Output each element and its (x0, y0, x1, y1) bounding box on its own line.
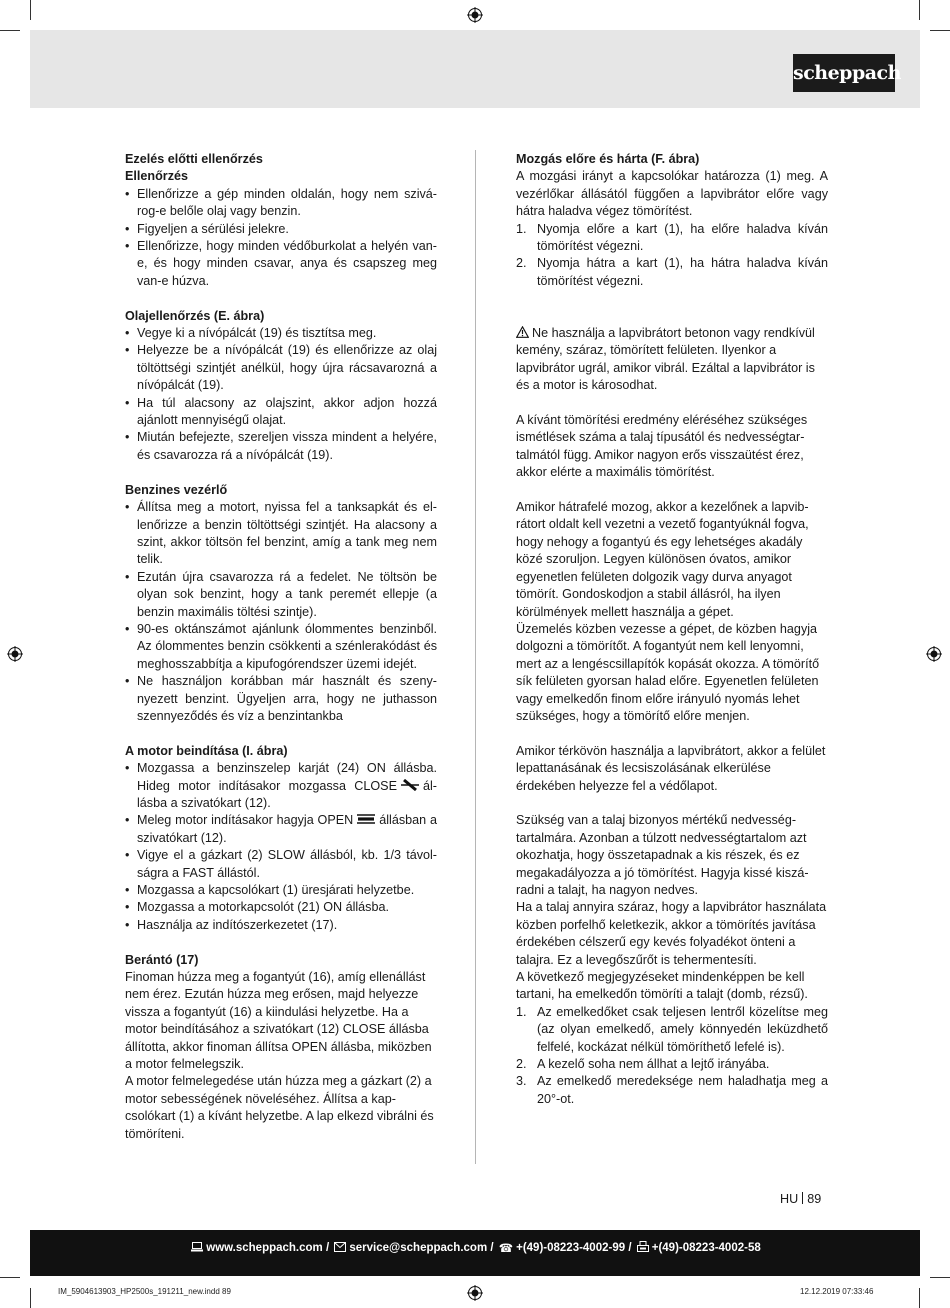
list-item: • Vegye ki a nívópálcát (19) és tisztítsa meg. (125, 325, 437, 342)
section-oil-check (125, 308, 437, 465)
footer-phone: +(49)-08223-4002-99 (516, 1242, 626, 1254)
list-item: • Mozgassa a motorkapcsolót (21) ON állásba. (125, 899, 437, 916)
list-item: • 90-es oktánszámot ajánlunk ólommentes benzinből. Az ólommentes benzin csökkenti a szénlerakódást és meghosszabbítja a kipufogórendszer üzemi idejét. (125, 621, 437, 673)
paragraph: Finoman húzza meg a fogantyút (16), amíg ellenállást nem érez. Ezután húzza meg erősen, majd helyezze vissza a fogantyút (16) a kiindulási helyzetbe. Ha a motor beindításához a szivatókart (12) CLOSE állásba állította, akkor finoman állítsa OPEN állásba, miközben a motor felmelegszik. (125, 970, 432, 1072)
paragraph: A következő megjegyzéseket mindenképpen be kell tartani, ha emelkedőn tömöríti a talajt (domb, rézsű). (516, 970, 808, 1002)
item-text: Az emelkedő meredeksége nem haladhatja meg a 20°-ot. (537, 1074, 828, 1106)
column-divider (475, 150, 476, 1164)
item-text: állásban a szivatókart (12). (137, 813, 437, 845)
paragraph: A motor felmelegedése után húzza meg a gázkart (2) a motor sebességének növeléséhez. Állítsa a kapcsolókart (1) a kívánt helyzetbe. A lap elkezd vibrálni és tömöríteni. (125, 1074, 434, 1141)
footer-email-link[interactable]: service@scheppach.com (349, 1242, 488, 1254)
phone-icon: ☎ (498, 1243, 514, 1255)
item-text: Nyomja hátra a kart (1), ha hátra haladva kíván tömörítést végezni. (537, 256, 828, 288)
list-item (516, 221, 828, 256)
warning-text: Ne használja a lapvibrátort betonon vagy rendkívül kemény, száraz, tömörített felületen. Ilyenkor a lapvibrátor ugrál, amikor vibrál. Ezáltal a lapvibrátor is és a motor is károsodhat. (516, 326, 815, 393)
footer-separator: / (490, 1242, 494, 1254)
item-text: Az emelkedőket csak teljesen lentről közelítse meg (az olyan emelkedő, amely könnyedén leküzdhető felfelé, kockázat nélkül tömöríthető lefelé is). (537, 1004, 828, 1054)
paragraph: Ha a talaj annyira száraz, hogy a lapvibrátor használata közben porfelhő keletkezik, akkor a tömörítés javítása érdekében célszerű egy kevés folyadékot önteni a talajra. Ez a levegőszűrőt is tehermentesíti. (516, 900, 827, 967)
list-item (125, 812, 437, 847)
section-pre-operation-check (125, 151, 437, 290)
footer-website-link[interactable]: www.scheppach.com (206, 1242, 323, 1254)
section-engine-start (125, 743, 437, 934)
list-item: • Állítsa meg a motort, nyissa fel a tanksapkát és ellenőrizze a benzin töltöttségi szintjét. Ha alacsony a szint, akkor töltsön fel benzint, amíg a tank meg nem telik. (125, 499, 437, 569)
footer-separator: / (325, 1242, 330, 1254)
list-item: • Ne használjon korábban már használt és szenynyezett benzint. Ügyeljen arra, hogy ne juthasson szennyeződés és víz a benzintankba (125, 673, 437, 725)
list-item: • Vigye el a gázkart (2) SLOW állásból, kb. 1/3 távolságra a FAST állástól. (125, 847, 437, 882)
list-item (516, 1004, 828, 1056)
section-forward-backward (516, 151, 828, 290)
list-item: • Miután befejezte, szereljen vissza mindent a helyére, és csavarozza rá a nívópálcát (19). (125, 429, 437, 464)
section-title: Benzines vezérlő (125, 482, 228, 497)
item-text: Mozgassa a benzinszelep karját (24) ON állásba. Hideg motor indításakor mozgassa CLOSE (137, 761, 437, 793)
paragraph: A kívánt tömörítési eredmény eléréséhez szükséges ismétlések száma a talaj típusától és nedvességtartalmától függ. Amikor nagyon erős visszaütést érez, akkor elérte a maximális tömörítést. (516, 413, 808, 480)
paragraph: Üzemelés közben vezesse a gépet, de közben hagyja dolgozni a tömörítőt. A fogantyút nem kell lenyomni, mert az a lengéscsillapítók kopását okozza. A tömörítő sík felületen gyorsan halad előre. Egyenetlen felületen vagy emelkedőn finom előre irányuló nyomás lehet szükséges, hogy a tömörítő előre menjen. (516, 621, 820, 723)
print-slug-timestamp: 12.12.2019 07:33:46 (800, 1287, 874, 1296)
section-title: Ezelés előtti ellenőrzés (125, 152, 263, 166)
bullet-list (125, 499, 437, 725)
section-title: Mozgás előre és hárta (F. ábra) (516, 152, 700, 166)
list-number: 3. (516, 1074, 527, 1089)
left-column (125, 151, 437, 1160)
item-text: A kezelő soha nem állhat a lejtő irányába. (537, 1057, 770, 1072)
crop-mark (0, 1277, 20, 1278)
section-fuel-control (125, 482, 437, 726)
section-subtitle: Ellenőrzés (125, 169, 188, 184)
choke-closed-icon (400, 779, 420, 791)
right-column (516, 151, 828, 1126)
list-item: • Ellenőrizze a gép minden oldalán, hogy nem szivárog-e belőle olaj vagy benzin. (125, 186, 437, 221)
fax-icon (637, 1241, 649, 1252)
paragraph: Amikor térkövön használja a lapvibrátort, akkor a felület lepattanásának és lecsiszolásának elkerülése érdekében helyezze fel a védőlapot. (516, 743, 826, 793)
list-item: • Ha túl alacsony az olajszint, akkor adjon hozzá ajánlott mennyiségű olajat. (125, 395, 437, 430)
list-number: 2. (516, 256, 527, 271)
section-title: Berántó (17) (125, 952, 199, 967)
print-slug-filename: IM_5904613903_HP2500s_191211_new.indd 89 (58, 1287, 231, 1296)
footer-fax: +(49)-08223-4002-58 (651, 1242, 761, 1254)
list-item: • Mozgassa a kapcsolókart (1) üresjárati helyzetbe. (125, 882, 437, 899)
list-item: • Figyeljen a sérülési jelekre. (125, 221, 437, 238)
list-number: 1. (516, 1004, 527, 1019)
registration-mark-icon (7, 646, 23, 662)
list-number: 2. (516, 1057, 527, 1072)
section-backward-movement (516, 499, 828, 725)
bullet-list (125, 186, 437, 290)
list-item (516, 1056, 828, 1073)
crop-mark (30, 0, 31, 20)
list-item: • Helyezze be a nívópálcát (19) és ellenőrizze az olaj töltöttségi szintjét anélkül, hogy újra rácsavarozná a nívópálcát (19). (125, 342, 437, 394)
crop-mark (930, 30, 950, 31)
page-number-separator (802, 1192, 803, 1204)
language-code: HU (780, 1192, 799, 1206)
list-item: • Ellenőrizze, hogy minden védőburkolat a helyén van-e, és hogy minden csavar, anya és csapszeg meg van-e húzva. (125, 238, 437, 290)
bullet-list (125, 325, 437, 464)
item-text: Nyomja előre a kart (1), ha előre haladva kíván tömörítést végezni. (537, 221, 828, 254)
crop-mark (0, 30, 20, 31)
registration-mark-icon (467, 7, 483, 23)
list-item (516, 255, 828, 290)
registration-mark-icon (926, 646, 942, 662)
warning-note (516, 325, 828, 395)
computer-icon (191, 1242, 203, 1252)
item-text: Meleg motor indításakor hagyja OPEN (137, 813, 354, 828)
list-item: • Ezután újra csavarozza rá a fedelet. Ne töltsön be olyan sok benzint, hogy a tank peremét ellepje (a benzin maximális töltési szintje). (125, 569, 437, 621)
crop-mark (919, 0, 920, 20)
page-number-value: 89 (807, 1192, 822, 1206)
warning-triangle-icon (516, 326, 529, 338)
paragraph: Amikor hátrafelé mozog, akkor a kezelőnek a lapvibrátort oldalt kell vezetni a vezető fogantyúknál fogva, hogy nehogy a fogantyú és egy lehetséges akadály közé szoruljon. Legyen különösen óvatos, amikor egyenetlen felületen dolgozik vagy durva anyagot tömörít. Gondoskodjon a stabil állásról, ha ilyen körülmények mellett használja a gépet. (516, 500, 809, 619)
page-number (780, 1192, 821, 1206)
crop-mark (919, 1288, 920, 1308)
list-number: 1. (516, 221, 527, 236)
paragraph (516, 325, 828, 395)
registration-mark-icon (467, 1285, 483, 1301)
header-band (30, 30, 920, 108)
crop-mark (30, 1288, 31, 1308)
list-item: • Használja az indítószerkezetet (17). (125, 917, 437, 934)
section-recoil-starter (125, 952, 437, 1143)
item-text: állásba a szivatókart (12). (137, 778, 437, 810)
paragraph: A mozgási irányt a kapcsolókar határozza (1) meg. A vezérlőkar állásától függően a lapvibrátor előre vagy hátra haladva végez tömörítést. (516, 169, 828, 219)
footer-separator: / (628, 1242, 632, 1254)
section-title: Olajellenőrzés (E. ábra) (125, 308, 265, 323)
numbered-list (516, 1004, 828, 1108)
mail-icon (334, 1242, 346, 1252)
section-compaction-result (516, 412, 828, 482)
section-paving-stones (516, 743, 828, 795)
section-soil-moisture (516, 812, 828, 1108)
footer-contact-bar (30, 1230, 920, 1276)
crop-mark (930, 1277, 950, 1278)
numbered-list (516, 221, 828, 291)
list-item (516, 1073, 828, 1108)
list-item (125, 760, 437, 812)
brand-logo: scheppach (793, 54, 895, 92)
section-title: A motor beindítása (I. ábra) (125, 743, 288, 758)
bullet-list (125, 760, 437, 934)
choke-open-icon (356, 813, 376, 825)
paragraph: Szükség van a talaj bizonyos mértékű nedvességtartalmára. Azonban a túlzott nedvességtartalom azt okozhatja, hogy összetapadnak a kis részek, és ez megakadályozza a jó tömörítést. Hagyja kissé kiszáradni a talajt, ha nagyon nedves. (516, 813, 809, 897)
